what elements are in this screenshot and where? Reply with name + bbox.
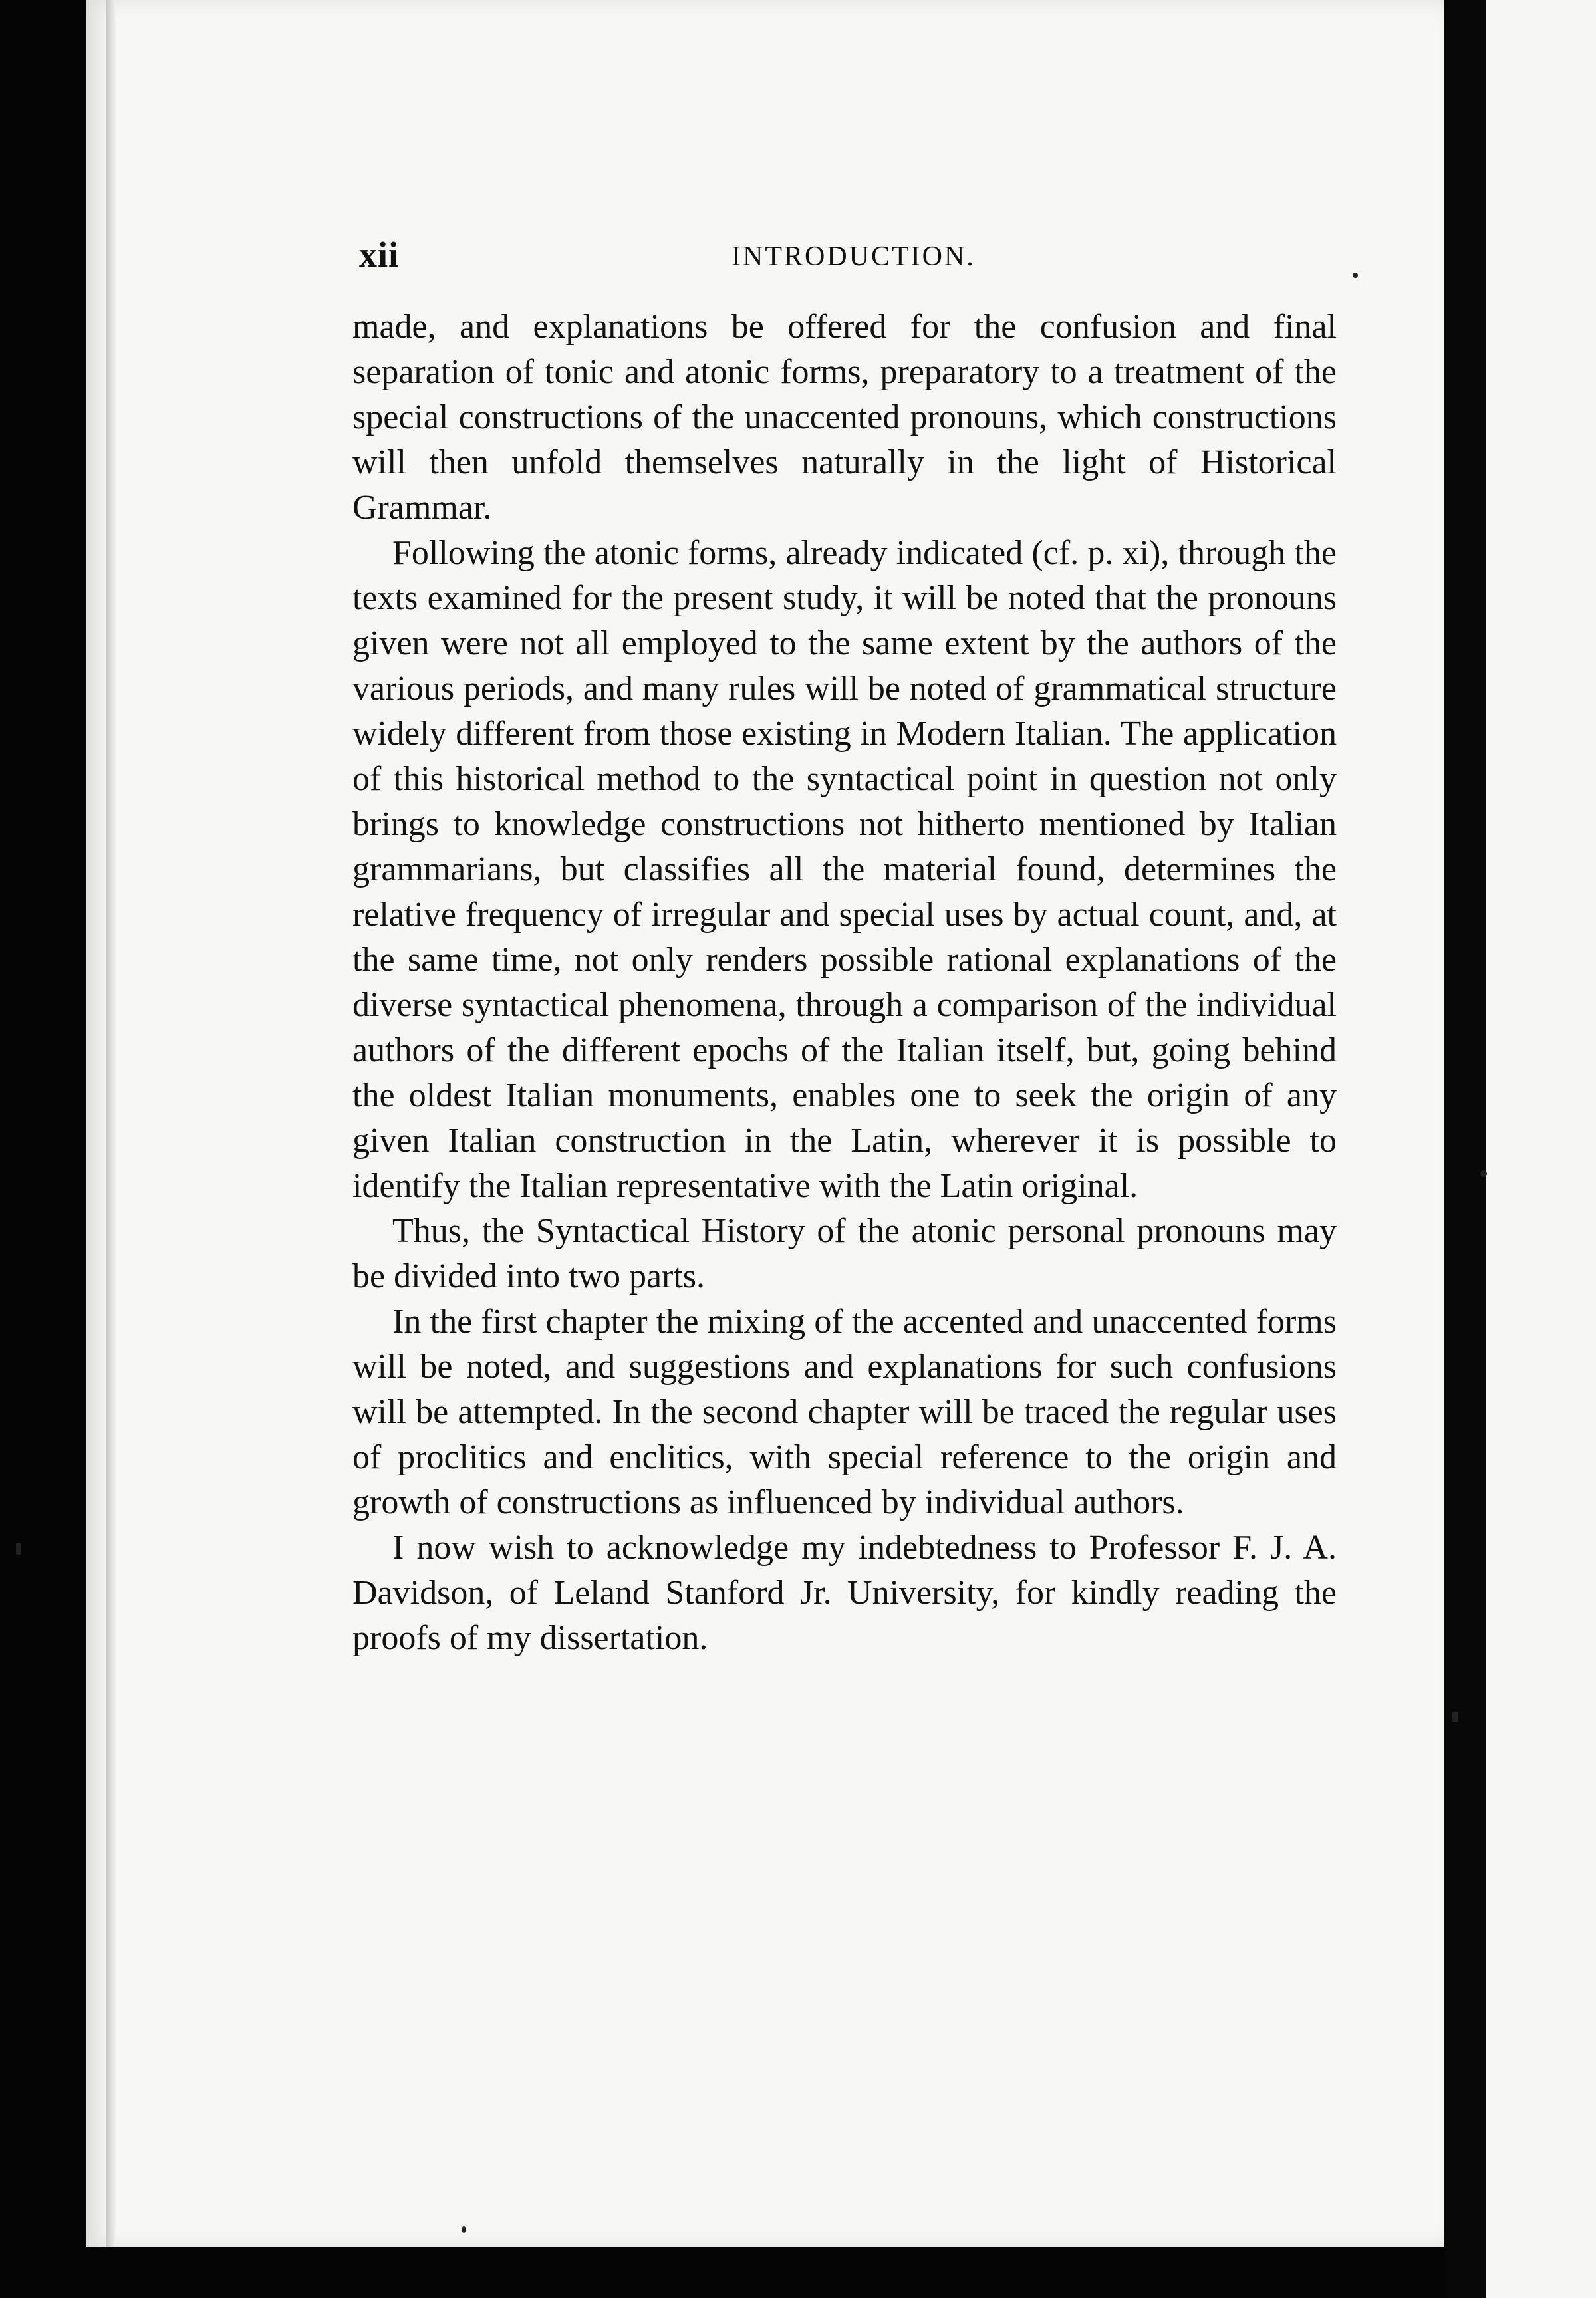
facing-page-edge (1486, 0, 1596, 2298)
paragraph: Following the atonic forms, already indicated (cf. p. xi), through the texts examined for the present study, it will be noted that the pronouns given were not all employed to the same extent by the authors of the various periods, and many rules will be noted of grammatical structure widely different from those existing in Modern Italian. The application of this historical method to the syntactical point in question not only brings to knowledge constructions not hitherto mentioned by Italian grammarians, but classifies all the material found, determines the relative frequency of irregular and special uses by actual count, and, at the same time, not only renders possible rational explanations of the diverse syntactical phenomena, through a comparison of the individual authors of the different epochs of the Italian itself, but, going behind the oldest Italian monuments, enables one to seek the origin of any given Italian construction in the Latin, wherever it is possible to identify the Italian representative with the Latin original. (352, 534, 1337, 1205)
paragraph: made, and explanations be offered for the confusion and final separation of tonic and atonic forms, preparatory to a treatment of the special constructions of the unaccented pronouns, which constructions will then unfold themselves naturally in the light of Historical Grammar. (352, 308, 1337, 527)
body-text (352, 305, 1337, 1661)
paragraph: I now wish to acknowledge my indebtedness to Professor F. J. A. Davidson, of Leland Stanford Jr. University, for kindly reading the proofs of my dissertation. (352, 1529, 1337, 1657)
scan-speck (1452, 1712, 1458, 1722)
page-number: xii (359, 235, 400, 275)
scan-speck (1480, 1170, 1487, 1177)
running-title: INTRODUCTION. (732, 241, 976, 272)
running-head (359, 234, 1330, 281)
book-spine (1444, 0, 1486, 2298)
page-gutter-shadow (106, 0, 116, 2247)
paragraph: Thus, the Syntactical History of the atonic personal pronouns may be divided into two parts. (352, 1212, 1337, 1295)
scan-speck (462, 2226, 466, 2233)
scan-speck (1353, 273, 1358, 278)
paragraph: In the first chapter the mixing of the accented and unaccented forms will be noted, and suggestions and explanations for such confusions will be attempted. In the second chapter will be traced the regular uses of proclitics and enclitics, with special reference to the origin and growth of constructions as influenced by individual authors. (352, 1303, 1337, 1521)
scan-speck (16, 1543, 21, 1555)
